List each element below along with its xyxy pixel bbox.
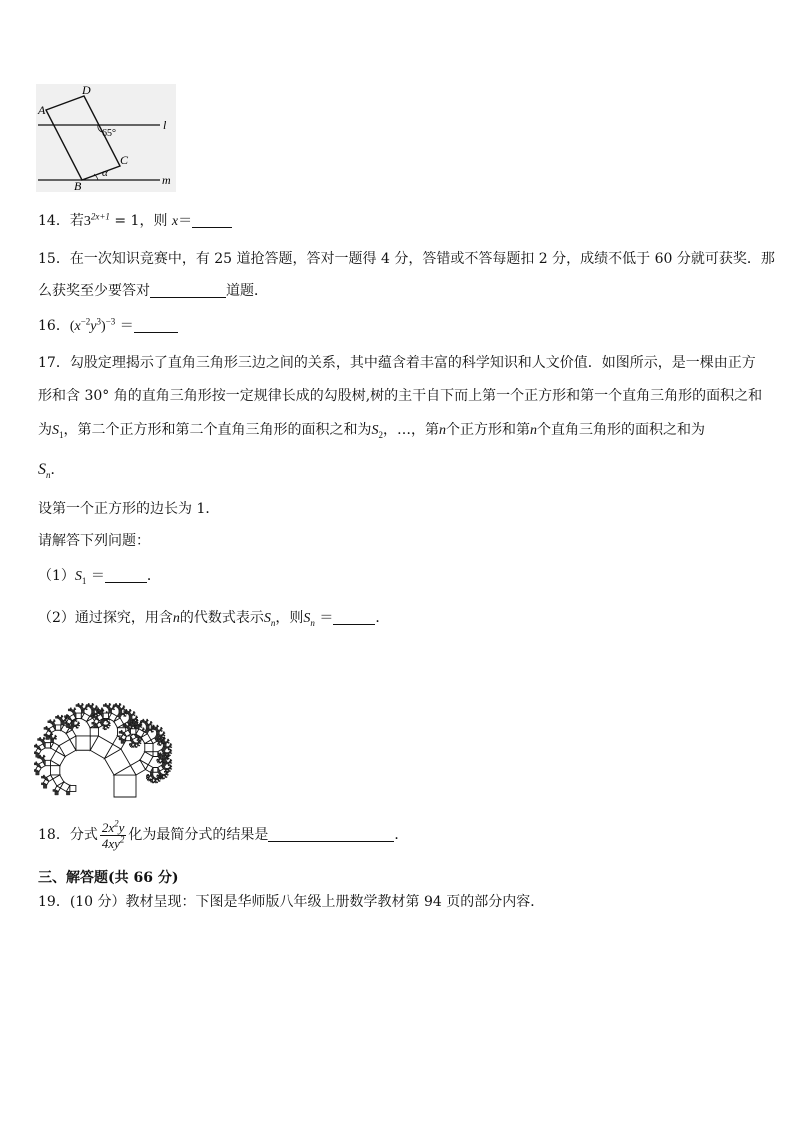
q17-part1-answer-blank[interactable] (105, 568, 147, 583)
tree-square (131, 722, 133, 724)
q17-part2-text-b: 的代数式表示 (179, 610, 264, 626)
tree-square (92, 722, 94, 724)
q16-answer-blank[interactable] (134, 318, 178, 333)
tree-square (130, 725, 131, 726)
tree-square (76, 713, 81, 718)
angle-alpha-label: α (102, 167, 108, 179)
q17-text-nth-triangle: 个直角三角形的面积之和为 (537, 422, 705, 438)
q17-text-nth-square: 个正方形和第 (446, 422, 530, 438)
tree-square (113, 704, 115, 706)
tree-square (153, 767, 158, 772)
tree-square (105, 719, 107, 721)
q14-equation: = 1，则 (109, 213, 172, 229)
tree-square (48, 721, 50, 723)
tree-square (165, 738, 166, 739)
q17-part2-text-c: ，则 (275, 610, 304, 626)
tree-square (144, 729, 145, 730)
tree-square (166, 762, 168, 764)
tree-square (103, 709, 104, 710)
q17-part2-answer-blank[interactable] (333, 610, 375, 625)
tree-square (141, 720, 143, 722)
q17-period: ． (50, 462, 65, 478)
tree-square (55, 716, 57, 718)
tree-square (92, 716, 94, 718)
tree-square (94, 714, 95, 715)
q17-text-ellipsis: ，…，第 (383, 422, 439, 438)
tree-square (150, 772, 153, 775)
tree-square (169, 756, 170, 757)
q16-y: y (90, 319, 97, 334)
section-3-heading: 三、解答题(共 66 分) (38, 870, 179, 886)
q16-outer-exponent: −3 (105, 316, 116, 327)
tree-square (132, 725, 134, 727)
tree-square (98, 708, 99, 709)
tree-square (169, 740, 170, 741)
tree-square (66, 724, 69, 727)
q17-n-var-1: n (439, 423, 446, 438)
label-m: m (162, 173, 171, 187)
tree-square (164, 733, 165, 734)
tree-square (66, 714, 67, 715)
tree-square (110, 704, 111, 705)
tree-square (151, 726, 153, 728)
tree-square (34, 752, 36, 754)
tree-square (40, 737, 41, 738)
tree-square (163, 759, 166, 762)
tree-square (45, 760, 50, 765)
tree-square (143, 719, 144, 720)
tree-square (153, 752, 158, 757)
q17-sn-symbol: S (38, 461, 46, 478)
q18-period: ． (394, 827, 409, 843)
tree-square (55, 791, 58, 794)
q16-close-paren: ) (101, 319, 106, 334)
tree-square (41, 783, 43, 785)
tree-square (57, 715, 58, 716)
q17-s2-subscript: 2 (378, 429, 383, 440)
tree-square (158, 738, 160, 740)
tree-square (156, 778, 158, 780)
q18-answer-blank[interactable] (268, 827, 394, 842)
question-17-line-2: 形和含 30° 角的直角三角形按一定规律长成的勾股树,树的主干自下而上第一个正方形和第一个直角三角形的面积之和 (38, 388, 763, 404)
tree-square (70, 785, 76, 791)
tree-square (45, 738, 46, 739)
tree-square (149, 729, 151, 731)
q18-text-a: 18．分式 (38, 827, 98, 843)
tree-square (138, 722, 139, 723)
tree-square (124, 707, 125, 708)
tree-square (94, 724, 97, 727)
tree-square (146, 726, 149, 729)
tree-square (68, 709, 70, 711)
tree-square (36, 772, 39, 775)
tree-square (171, 751, 172, 752)
tree-square (103, 713, 108, 718)
tree-square (119, 738, 121, 740)
tree-square (40, 755, 41, 756)
q18-fraction (100, 820, 127, 851)
q14-exponent: 2x+1 (90, 211, 110, 222)
angle-65-label: 65° (102, 128, 116, 139)
tree-square (79, 723, 80, 724)
tree-square (61, 722, 64, 725)
tree-square (103, 710, 104, 711)
q18-numerator (100, 820, 127, 836)
q17-part1-equals: ＝ (86, 568, 105, 584)
q14-answer-blank[interactable] (192, 213, 232, 228)
q17-part2-sn-subscript: n (270, 617, 276, 628)
tree-square (158, 754, 160, 756)
label-l: l (163, 118, 167, 132)
tree-square (45, 756, 46, 757)
q18-num-exp: 2 (114, 818, 119, 829)
label-c: C (120, 153, 129, 167)
question-17-line-6: 请解答下列问题： (38, 533, 150, 549)
tree-square (55, 725, 60, 730)
tree-square (163, 774, 165, 776)
tree-square (161, 776, 162, 777)
question-17-line-1: 17．勾股定理揭示了直角三角形三边之间的关系，其中蕴含着丰富的科学知识和人文价值．如图所示，是一棵由正方 (38, 355, 756, 371)
q17-part1-label: （1） (38, 568, 75, 584)
tree-square (133, 719, 134, 720)
tree-square (91, 710, 94, 713)
tree-square (125, 724, 126, 725)
q16-equals: ＝ (115, 318, 134, 334)
tree-square (38, 738, 40, 740)
tree-square (44, 734, 46, 736)
q18-den-a: 4xy (101, 835, 120, 851)
question-17-part-1 (38, 566, 161, 587)
q17-part2-equals: ＝ (314, 610, 334, 626)
q16-open-paren: ( (69, 319, 75, 334)
tree-square (148, 720, 149, 721)
q14-number: 14．若 (38, 213, 84, 229)
tree-square (36, 762, 37, 763)
tree-square (129, 716, 132, 719)
q16-x: x (74, 319, 81, 334)
tree-square (45, 743, 50, 748)
q17-part2-sn2-symbol: S (303, 611, 311, 626)
tree-square (124, 710, 126, 712)
tree-square (166, 768, 168, 770)
tree-square (74, 725, 76, 727)
tree-square (51, 766, 60, 775)
tree-square (97, 707, 98, 708)
tree-square (75, 709, 76, 710)
tree-square (131, 720, 133, 722)
tree-square (103, 704, 105, 706)
q17-part1-period: ． (146, 568, 161, 584)
tree-square (66, 719, 67, 720)
tree-square (121, 730, 122, 731)
tree-square (44, 727, 46, 729)
tree-square (43, 785, 46, 788)
tree-square (135, 713, 136, 714)
q16-y-exponent: 3 (96, 316, 102, 327)
q17-n-var-2: n (530, 423, 537, 438)
question-17-line-4 (38, 460, 65, 480)
label-d: D (82, 84, 91, 97)
question-14 (38, 211, 232, 232)
q18-num-b: y (118, 819, 125, 835)
tree-square (43, 775, 44, 776)
q16-number: 16． (38, 318, 70, 334)
question-18 (38, 818, 408, 852)
tree-square (83, 704, 84, 705)
tree-square (56, 736, 57, 737)
label-a: A (38, 103, 46, 117)
q16-x-exponent: −2 (80, 316, 91, 327)
tree-square (119, 710, 122, 713)
tree-square (46, 736, 49, 739)
tree-square (51, 740, 54, 743)
q17-sn-subscript: n (46, 469, 51, 480)
tree-square (81, 710, 84, 713)
tree-square (159, 741, 161, 743)
tree-square (34, 770, 36, 772)
tree-square (162, 728, 163, 729)
tree-square (55, 721, 56, 722)
tree-square (66, 791, 69, 794)
tree-square (87, 707, 88, 708)
q18-den-exp: 2 (119, 834, 125, 845)
tree-square (166, 747, 168, 749)
tree-square (114, 775, 136, 797)
q18-num-a: 2x (101, 819, 115, 835)
tree-square (168, 772, 169, 773)
q17-s1-subscript: 1 (59, 429, 64, 440)
tree-square (171, 745, 172, 746)
tree-square (64, 716, 66, 718)
tree-square (137, 717, 138, 718)
q17-part2-sn2-subscript: n (310, 617, 315, 628)
tree-square (109, 710, 112, 713)
tree-square (115, 703, 116, 704)
question-15-line-2 (38, 281, 268, 301)
tree-square (156, 732, 159, 735)
tree-square (131, 710, 132, 711)
tree-square (96, 709, 98, 711)
q14-variable: x (171, 214, 179, 229)
question-17-line-5: 设第一个正方形的边长为 1． (38, 501, 220, 517)
q17-part2-n: n (172, 611, 180, 626)
q17-s2-symbol: S (371, 423, 379, 438)
tree-square (41, 776, 43, 778)
q17-part2-text-a: （2）通过探究，用含 (38, 610, 173, 626)
tree-square (171, 760, 172, 761)
tree-square (76, 736, 90, 750)
tree-square (163, 743, 166, 746)
tree-square (165, 754, 166, 755)
question-17-line-3 (38, 420, 705, 441)
q17-part1-s: S (74, 569, 82, 584)
tree-square (90, 728, 98, 736)
question-17-part-2 (38, 608, 389, 629)
tree-square (122, 713, 124, 715)
tree-square (171, 766, 172, 767)
q17-part2-sn-symbol: S (263, 611, 271, 626)
tree-square (78, 703, 79, 704)
tree-square (88, 703, 89, 704)
tree-square (105, 725, 107, 727)
tree-square (50, 720, 51, 721)
tree-square (52, 734, 53, 735)
tree-square (105, 703, 106, 704)
tree-square (121, 740, 124, 743)
tree-square (119, 731, 121, 733)
q17-part2-period: ． (375, 610, 390, 626)
q15-text-b: 道题． (226, 283, 268, 299)
q17-text-second: ，第二个正方形和第二个直角三角形的面积之和为 (63, 422, 372, 438)
tree-square (62, 716, 63, 717)
label-b: B (74, 179, 82, 192)
tree-square (159, 735, 161, 737)
tree-square (120, 704, 121, 705)
tree-square (93, 704, 94, 705)
q14-equals: ＝ (178, 213, 193, 229)
tree-square (126, 709, 127, 710)
pythagoras-tree-figure (34, 636, 216, 802)
tree-square (123, 725, 125, 727)
tree-square (36, 744, 37, 745)
q15-text-a: 么获奖至少要答对 (38, 283, 150, 299)
tree-square (158, 726, 159, 727)
tree-square (36, 754, 39, 757)
tree-square (34, 745, 36, 747)
pythagoras-tree (34, 703, 172, 797)
question-19: 19．(10 分）教材呈现：下图是华师版八年级上册数学教材第 94 页的部分内容． (38, 894, 545, 910)
tree-square (110, 723, 111, 724)
q17-s1-symbol: S (52, 423, 59, 438)
tree-square (34, 763, 36, 765)
tree-square (53, 789, 55, 791)
parallel-lines-figure (36, 84, 176, 192)
tree-square (136, 743, 138, 745)
tree-square (153, 725, 154, 726)
q18-denominator (100, 836, 127, 851)
q17-part1-subscript: 1 (81, 575, 87, 586)
tree-square (138, 720, 139, 721)
tree-square (141, 722, 142, 723)
tree-square (70, 708, 71, 709)
tree-square (76, 704, 78, 706)
tree-square (166, 752, 168, 754)
tree-square (64, 722, 66, 724)
tree-square (145, 743, 153, 751)
q17-text-wei: 为 (38, 422, 52, 438)
tree-square (114, 707, 115, 708)
tree-square (86, 704, 88, 706)
question-15-line-1: 15．在一次知识竞赛中，有 25 道抢答题，答对一题得 4 分，答错或不答每题扣 2 分，成绩不低于 60 分就可获奖．那 (38, 251, 775, 267)
tree-square (136, 726, 139, 729)
tree-square (160, 737, 161, 738)
tree-square (141, 741, 142, 742)
tree-square (46, 726, 47, 727)
q14-base: 3 (83, 214, 91, 229)
tree-square (131, 729, 136, 734)
q15-answer-blank[interactable] (150, 283, 226, 298)
question-16 (38, 316, 178, 337)
q18-text-b: 化为最简分式的结果是 (128, 827, 269, 843)
tree-square (152, 722, 153, 723)
tree-square (160, 753, 161, 754)
